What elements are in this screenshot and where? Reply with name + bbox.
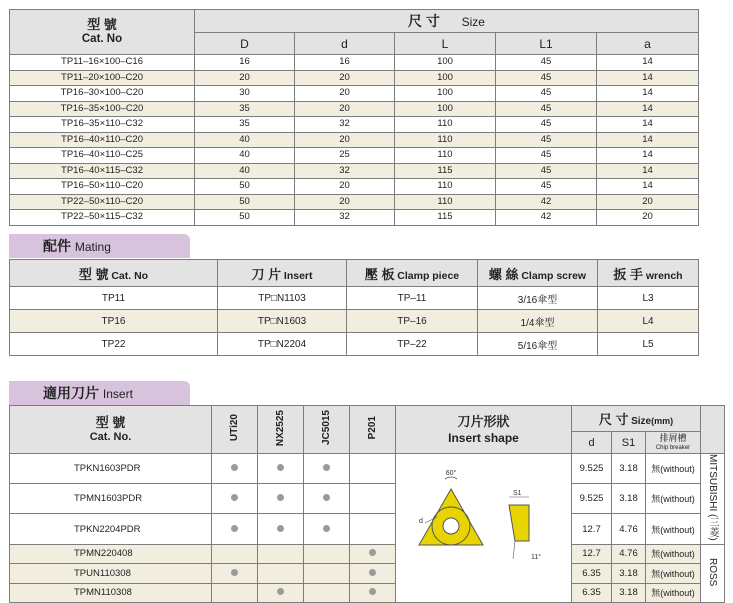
insert-s1-cell: 3.18 bbox=[612, 564, 646, 584]
mating-cell: 1/4傘型 bbox=[478, 310, 598, 333]
size-cell: 45 bbox=[496, 163, 597, 179]
mating-header-0 bbox=[10, 260, 218, 287]
size-cell: 100 bbox=[395, 70, 496, 86]
size-cell: 110 bbox=[395, 117, 496, 133]
mating-cell: TP–16 bbox=[347, 310, 478, 333]
table-row bbox=[10, 55, 699, 71]
grade-cell bbox=[258, 484, 304, 514]
size-cell: 20 bbox=[295, 194, 395, 210]
table-row bbox=[10, 583, 725, 603]
table-row bbox=[10, 101, 699, 117]
grade-cell bbox=[350, 544, 396, 564]
mating-cell: TP□N1103 bbox=[218, 287, 347, 310]
size-cell: 50 bbox=[195, 194, 295, 210]
grade-cell bbox=[212, 514, 258, 544]
grade-cell bbox=[258, 514, 304, 544]
diagram-s1-label: S1 bbox=[512, 489, 522, 497]
grade-cell bbox=[350, 514, 396, 544]
insert-size-header-en: Size bbox=[631, 416, 652, 427]
size-cell: 20 bbox=[295, 70, 395, 86]
grade-cell bbox=[350, 484, 396, 514]
size-cell: 16 bbox=[295, 55, 395, 71]
grade-header-uti20: UTi20 bbox=[212, 406, 258, 454]
availability-dot-icon bbox=[277, 494, 284, 501]
size-cell: 14 bbox=[597, 70, 699, 86]
grade-cell bbox=[258, 544, 304, 564]
grade-cell bbox=[350, 564, 396, 584]
size-cell: 20 bbox=[195, 70, 295, 86]
size-cell: 100 bbox=[395, 86, 496, 102]
grade-cell bbox=[304, 484, 350, 514]
size-cell: 42 bbox=[496, 194, 597, 210]
availability-dot-icon bbox=[231, 569, 238, 576]
availability-dot-icon bbox=[231, 494, 238, 501]
size-cell: 42 bbox=[496, 210, 597, 226]
maker-mitsubishi bbox=[701, 454, 725, 545]
grade-cell bbox=[212, 454, 258, 484]
insert-shape-header-en: Insert shape bbox=[448, 430, 519, 445]
size-cell: 50 bbox=[195, 210, 295, 226]
insert-size-header-cn: 尺 寸 bbox=[598, 412, 629, 427]
mating-cell: 5/16傘型 bbox=[478, 333, 598, 356]
mating-tab bbox=[9, 234, 190, 258]
insert-d-cell: 9.525 bbox=[572, 454, 612, 484]
insert-cat-header-en: Cat. No. bbox=[89, 430, 132, 443]
insert-cat-cell: TPUN110308 bbox=[10, 564, 212, 584]
size-cell: 25 bbox=[295, 148, 395, 164]
table-row bbox=[10, 310, 699, 333]
size-cell: 20 bbox=[597, 210, 699, 226]
insert-d-cell: 9.525 bbox=[572, 484, 612, 514]
grade-header-p201: P201 bbox=[350, 406, 396, 454]
size-cell: 45 bbox=[496, 179, 597, 195]
insert-tab-en: Insert bbox=[102, 387, 133, 401]
availability-dot-icon bbox=[323, 525, 330, 532]
size-cell: 14 bbox=[597, 179, 699, 195]
size-cell: 110 bbox=[395, 132, 496, 148]
size-cell: 40 bbox=[195, 132, 295, 148]
cat-no-header bbox=[10, 10, 195, 55]
mating-cell: L5 bbox=[598, 333, 699, 356]
table-row bbox=[10, 484, 725, 514]
cat-no-cell: TP16–50×110–C20 bbox=[10, 179, 195, 195]
grade-cell bbox=[212, 583, 258, 603]
mating-cell: L4 bbox=[598, 310, 699, 333]
grade-cell bbox=[258, 454, 304, 484]
mating-cell: TP□N2204 bbox=[218, 333, 347, 356]
cat-no-cell: TP16–35×100–C20 bbox=[10, 101, 195, 117]
size-cell: 45 bbox=[496, 117, 597, 133]
insert-cat-cell: TPKN2204PDR bbox=[10, 514, 212, 544]
col-chip-breaker-header bbox=[646, 432, 701, 454]
table-row bbox=[10, 148, 699, 164]
maker-label: MITSUBISHI (三菱) bbox=[707, 454, 719, 541]
size-cell: 20 bbox=[295, 179, 395, 195]
grade-cell bbox=[304, 514, 350, 544]
grade-cell bbox=[258, 564, 304, 584]
size-cell: 32 bbox=[295, 117, 395, 133]
insert-shape-cell bbox=[396, 454, 572, 603]
size-cell: 20 bbox=[295, 86, 395, 102]
insert-cb-cell: 無(without) bbox=[646, 583, 701, 603]
mating-header-cn: 螺 絲 bbox=[488, 266, 519, 282]
table-row bbox=[10, 70, 699, 86]
mating-cell: TP11 bbox=[10, 287, 218, 310]
size-cell: 35 bbox=[195, 101, 295, 117]
grade-cell bbox=[350, 583, 396, 603]
insert-d-cell: 6.35 bbox=[572, 583, 612, 603]
mating-cell: TP22 bbox=[10, 333, 218, 356]
insert-cb-cell: 無(without) bbox=[646, 544, 701, 564]
availability-dot-icon bbox=[369, 588, 376, 595]
availability-dot-icon bbox=[231, 525, 238, 532]
diagram-d-label: d bbox=[418, 517, 423, 525]
mating-header-en: wrench bbox=[645, 269, 683, 282]
table-row bbox=[10, 287, 699, 310]
diagram-angle-label: 60° bbox=[445, 469, 456, 477]
availability-dot-icon bbox=[369, 569, 376, 576]
insert-cat-header-cn: 型 號 bbox=[95, 414, 126, 430]
cat-no-cell: TP16–35×110–C32 bbox=[10, 117, 195, 133]
cat-no-cell: TP22–50×115–C32 bbox=[10, 210, 195, 226]
mating-header-3 bbox=[478, 260, 598, 287]
size-col-header-4: a bbox=[597, 33, 699, 55]
insert-shape-header-cn: 刀片形狀 bbox=[457, 413, 510, 429]
maker-header bbox=[701, 406, 725, 454]
mating-cell: TP16 bbox=[10, 310, 218, 333]
size-cell: 40 bbox=[195, 163, 295, 179]
table-row bbox=[10, 117, 699, 133]
maker-label: ROSS bbox=[707, 557, 719, 587]
mating-header-cn: 壓 板 bbox=[364, 266, 395, 282]
cat-no-header-cn: 型 號 bbox=[87, 17, 117, 32]
mating-header-en: Insert bbox=[283, 269, 313, 282]
size-cell: 16 bbox=[195, 55, 295, 71]
mating-header-en: Clamp piece bbox=[397, 269, 460, 282]
insert-table bbox=[9, 405, 725, 603]
insert-cat-cell: TPMN1603PDR bbox=[10, 484, 212, 514]
size-cell: 32 bbox=[295, 210, 395, 226]
table-row bbox=[10, 333, 699, 356]
insert-s1-cell: 4.76 bbox=[612, 514, 646, 544]
table-row bbox=[10, 194, 699, 210]
insert-tab bbox=[9, 381, 190, 405]
size-cell: 100 bbox=[395, 55, 496, 71]
insert-size-header bbox=[572, 406, 701, 432]
grade-cell bbox=[304, 454, 350, 484]
cat-no-header-en: Cat. No bbox=[81, 33, 123, 45]
cat-no-cell: TP16–40×110–C25 bbox=[10, 148, 195, 164]
maker-ross bbox=[701, 544, 725, 603]
grade-cell bbox=[304, 583, 350, 603]
size-col-header-2: L bbox=[395, 33, 496, 55]
col-chip-breaker-en: Chip breaker bbox=[655, 444, 691, 451]
mating-header-4 bbox=[598, 260, 699, 287]
table-row bbox=[10, 132, 699, 148]
size-cell: 20 bbox=[597, 194, 699, 210]
size-header-cn: 尺 寸 bbox=[408, 13, 440, 29]
col-s1-header: S1 bbox=[612, 432, 646, 454]
table-row bbox=[10, 514, 725, 544]
insert-d-cell: 12.7 bbox=[572, 514, 612, 544]
mating-cell: L3 bbox=[598, 287, 699, 310]
insert-cat-cell: TPMN220408 bbox=[10, 544, 212, 564]
cat-no-cell: TP16–40×115–C32 bbox=[10, 163, 195, 179]
size-cell: 45 bbox=[496, 55, 597, 71]
availability-dot-icon bbox=[323, 464, 330, 471]
table-row bbox=[10, 163, 699, 179]
insert-s1-cell: 3.18 bbox=[612, 484, 646, 514]
availability-dot-icon bbox=[277, 525, 284, 532]
insert-s1-cell: 3.18 bbox=[612, 454, 646, 484]
cat-no-cell: TP16–30×100–C20 bbox=[10, 86, 195, 102]
cat-no-cell: TP11–16×100–C16 bbox=[10, 55, 195, 71]
mating-cell: TP–22 bbox=[347, 333, 478, 356]
insert-d-cell: 6.35 bbox=[572, 564, 612, 584]
size-col-header-0: D bbox=[195, 33, 295, 55]
mating-cell: 3/16傘型 bbox=[478, 287, 598, 310]
size-cell: 45 bbox=[496, 148, 597, 164]
size-cell: 14 bbox=[597, 86, 699, 102]
size-cell: 115 bbox=[395, 163, 496, 179]
size-cell: 45 bbox=[496, 101, 597, 117]
size-cell: 110 bbox=[395, 148, 496, 164]
availability-dot-icon bbox=[231, 464, 238, 471]
mating-header-cn: 刀 片 bbox=[251, 266, 282, 282]
insert-s1-cell: 4.76 bbox=[612, 544, 646, 564]
cat-no-cell: TP22–50×110–C20 bbox=[10, 194, 195, 210]
size-cell: 45 bbox=[496, 132, 597, 148]
table-row bbox=[10, 86, 699, 102]
size-cell: 14 bbox=[597, 101, 699, 117]
size-cell: 14 bbox=[597, 117, 699, 133]
mating-header-1 bbox=[218, 260, 347, 287]
cat-no-cell: TP11–20×100–C20 bbox=[10, 70, 195, 86]
mating-cell: TP□N1603 bbox=[218, 310, 347, 333]
size-col-header-3: L1 bbox=[496, 33, 597, 55]
mating-header-cn: 型 號 bbox=[78, 266, 109, 282]
size-cell: 45 bbox=[496, 86, 597, 102]
mating-header-en: Clamp screw bbox=[521, 269, 587, 282]
grade-cell bbox=[258, 583, 304, 603]
col-d-header: d bbox=[572, 432, 612, 454]
size-header-en: Size bbox=[461, 15, 485, 29]
grade-cell bbox=[304, 544, 350, 564]
size-cell: 40 bbox=[195, 148, 295, 164]
grade-cell bbox=[212, 544, 258, 564]
grade-header-nx2525: NX2525 bbox=[258, 406, 304, 454]
insert-cb-cell: 無(without) bbox=[646, 564, 701, 584]
size-cell: 50 bbox=[195, 179, 295, 195]
table-row bbox=[10, 210, 699, 226]
grade-header-jc5015: JC5015 bbox=[304, 406, 350, 454]
table-row bbox=[10, 544, 725, 564]
size-cell: 20 bbox=[295, 132, 395, 148]
mating-header-cn: 扳 手 bbox=[613, 266, 644, 282]
mating-header-2 bbox=[347, 260, 478, 287]
size-cell: 110 bbox=[395, 179, 496, 195]
size-cell: 100 bbox=[395, 101, 496, 117]
size-cell: 30 bbox=[195, 86, 295, 102]
insert-cb-cell: 無(without) bbox=[646, 484, 701, 514]
size-cell: 35 bbox=[195, 117, 295, 133]
mating-tab-en: Mating bbox=[74, 240, 111, 254]
size-table bbox=[9, 9, 699, 226]
col-chip-breaker-cn: 排屑槽 bbox=[659, 432, 687, 443]
grade-cell bbox=[212, 484, 258, 514]
availability-dot-icon bbox=[323, 494, 330, 501]
insert-cb-cell: 無(without) bbox=[646, 514, 701, 544]
insert-shape-header bbox=[396, 406, 572, 454]
insert-tab-cn: 適用刀片 bbox=[43, 385, 99, 401]
size-col-header-1: d bbox=[295, 33, 395, 55]
size-cell: 110 bbox=[395, 194, 496, 210]
diagram-clearance-label: 11° bbox=[530, 553, 541, 561]
table-row bbox=[10, 454, 725, 484]
size-cell: 14 bbox=[597, 163, 699, 179]
insert-cb-cell: 無(without) bbox=[646, 454, 701, 484]
insert-cat-header bbox=[10, 406, 212, 454]
insert-diagram bbox=[409, 467, 559, 587]
grade-cell bbox=[304, 564, 350, 584]
insert-cat-cell: TPKN1603PDR bbox=[10, 454, 212, 484]
mating-table bbox=[9, 259, 699, 356]
size-cell: 20 bbox=[295, 101, 395, 117]
grade-cell bbox=[350, 454, 396, 484]
availability-dot-icon bbox=[369, 549, 376, 556]
insert-d-cell: 12.7 bbox=[572, 544, 612, 564]
table-row bbox=[10, 179, 699, 195]
mating-tab-cn: 配件 bbox=[43, 238, 71, 254]
size-cell: 115 bbox=[395, 210, 496, 226]
insert-size-unit: (mm) bbox=[651, 416, 674, 426]
mating-cell: TP–11 bbox=[347, 287, 478, 310]
availability-dot-icon bbox=[277, 588, 284, 595]
grade-cell bbox=[212, 564, 258, 584]
size-cell: 14 bbox=[597, 55, 699, 71]
insert-s1-cell: 3.18 bbox=[612, 583, 646, 603]
size-cell: 14 bbox=[597, 148, 699, 164]
table-row bbox=[10, 564, 725, 584]
mating-header-en: Cat. No bbox=[111, 269, 149, 282]
insert-cat-cell: TPMN110308 bbox=[10, 583, 212, 603]
size-cell: 14 bbox=[597, 132, 699, 148]
size-cell: 32 bbox=[295, 163, 395, 179]
size-cell: 45 bbox=[496, 70, 597, 86]
availability-dot-icon bbox=[277, 464, 284, 471]
cat-no-cell: TP16–40×110–C20 bbox=[10, 132, 195, 148]
size-header bbox=[195, 10, 699, 33]
